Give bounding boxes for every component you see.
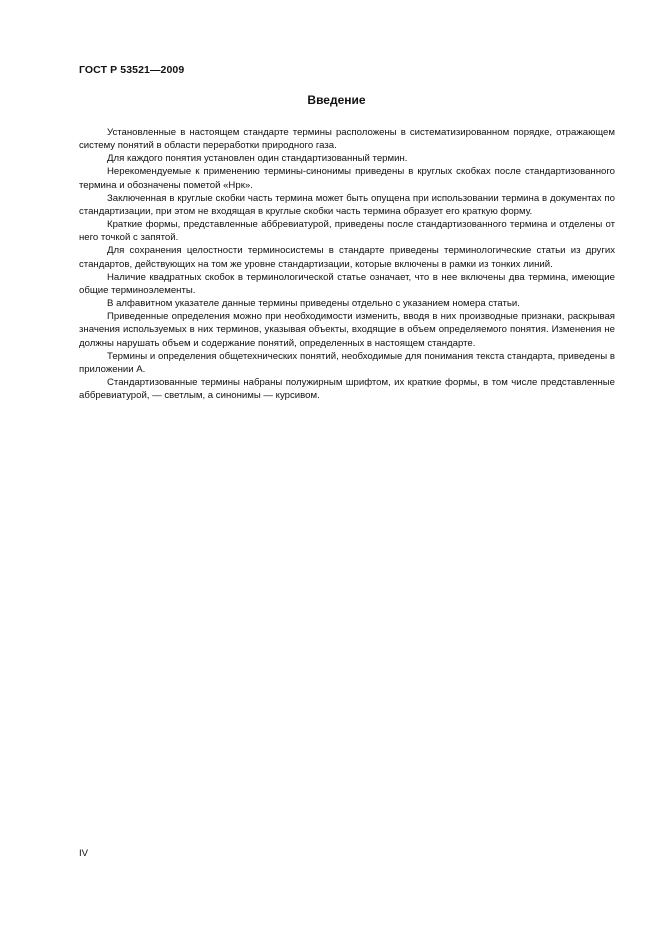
paragraph: Краткие формы, представленные аббревиатурой, приведены после стандартизованного термина и отделены от него точкой с запятой. — [79, 219, 615, 244]
paragraph: Установленные в настоящем стандарте термины расположены в систематизированном порядке, отражающем систему понятий в области переработки природного газа. — [79, 127, 615, 152]
paragraph: Стандартизованные термины набраны полужирным шрифтом, их краткие формы, в том числе представленные аббревиатурой, — светлым, а синонимы — курсивом. — [79, 376, 615, 402]
paragraph: Термины и определения общетехнических понятий, необходимые для понимания текста стандарта, приведены в приложении А. — [79, 350, 615, 375]
document-header: ГОСТ Р 53521—2009 — [79, 64, 185, 76]
paragraph: Наличие квадратных скобок в терминологической статье означает, что в нее включены два термина, имеющие общие терминоэлементы. — [79, 271, 615, 296]
paragraph: Приведенные определения можно при необходимости изменить, вводя в них производные признаки, раскрывая значения используемых в них терминов, указывая объекты, входящие в объем определяемого понятия. Изменения не должны нарушать объем и содержание понятий, определенных в настоящем стандарте. — [79, 311, 615, 349]
page-number: IV — [79, 848, 89, 859]
paragraph: Заключенная в круглые скобки часть термина может быть опущена при использовании термина в документах по стандартизации, при этом не входящая в круглые скобки часть термина образует его краткую форму. — [79, 192, 615, 217]
paragraph: Для каждого понятия установлен один стандартизованный термин. — [107, 153, 408, 165]
paragraph: Для сохранения целостности терминосистемы в стандарте приведены терминологические статьи из других стандартов, действующих на том же уровне стандартизации, которые включены в рамки из тонких линий. — [79, 245, 615, 270]
page-title: Введение — [307, 93, 366, 107]
document-body — [79, 126, 615, 402]
paragraph: Нерекомендуемые к применению термины-синонимы приведены в круглых скобках после стандартизованного термина и обозначены пометой «Нрк». — [79, 166, 615, 191]
paragraph: В алфавитном указателе данные термины приведены отдельно с указанием номера статьи. — [107, 298, 520, 310]
